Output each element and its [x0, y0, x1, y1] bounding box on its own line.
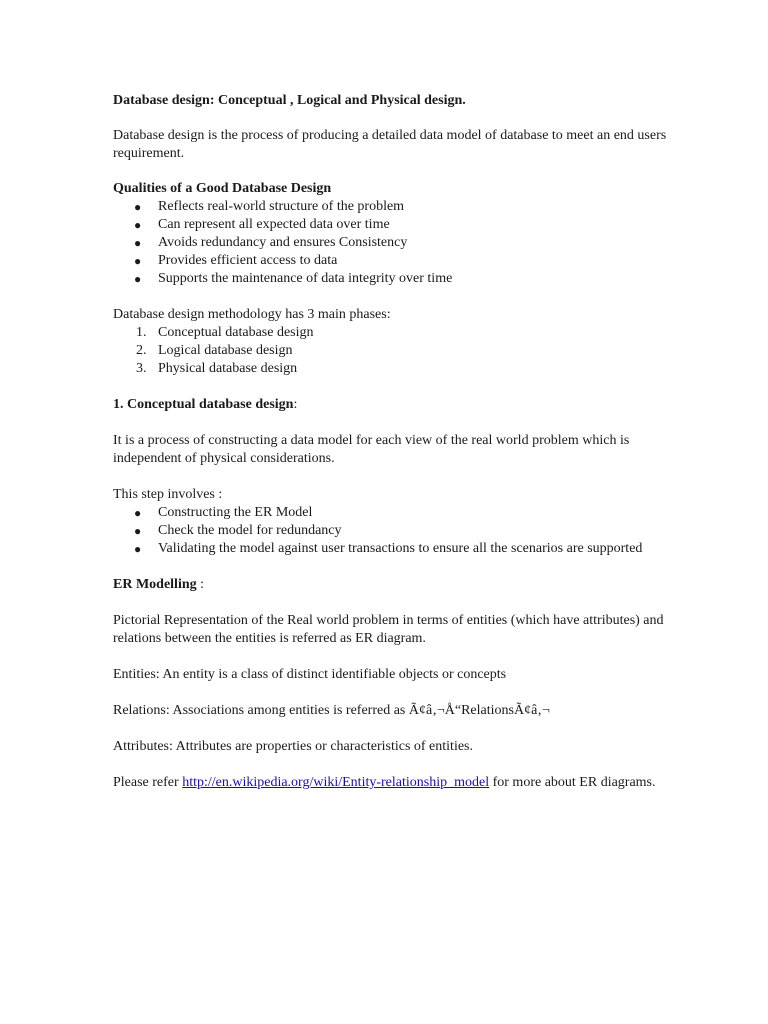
bullet-icon: ● [134, 200, 142, 214]
steps-list [113, 504, 673, 558]
list-item: 2. Logical database design [136, 343, 293, 358]
bullet-icon: ● [134, 272, 142, 286]
list-item: ● Validating the model against user transactions to ensure all the scenarios are supported [134, 541, 643, 556]
bullet-icon: ● [134, 506, 142, 520]
qualities-list [113, 198, 673, 288]
section1-heading: 1. Conceptual database design: [113, 397, 298, 412]
relations-paragraph: Relations: Associations among entities is referred as Ã¢â‚¬Å“RelationsÃ¢â‚¬ [113, 703, 550, 718]
list-item: ● Check the model for redundancy [134, 523, 342, 538]
document-page [113, 92, 673, 792]
list-item: ● Constructing the ER Model [134, 505, 313, 520]
attributes-paragraph: Attributes: Attributes are properties or characteristics of entities. [113, 739, 473, 754]
qualities-heading: Qualities of a Good Database Design [113, 181, 332, 196]
step-involves-paragraph: This step involves : [113, 487, 223, 502]
page-title: Database design: Conceptual , Logical and Physical design. [113, 93, 466, 108]
phases-list [113, 324, 673, 378]
list-item: ● Avoids redundancy and ensures Consistency [134, 235, 408, 250]
list-item: ● Reflects real-world structure of the problem [134, 199, 405, 214]
list-item: ● Provides efficient access to data [134, 253, 338, 268]
er-heading: ER Modelling : [113, 577, 205, 592]
intro-paragraph: Database design is the process of producing a detailed data model of database to meet an end users requirement. [113, 128, 667, 161]
section1-paragraph: It is a process of constructing a data model for each view of the real world problem which is independent of physical considerations. [113, 433, 630, 466]
list-item: 3. Physical database design [136, 361, 298, 376]
er-paragraph: Pictorial Representation of the Real world problem in terms of entities (which have attributes) and relations between the entities is referred as ER diagram. [113, 613, 664, 646]
bullet-icon: ● [134, 524, 142, 538]
entities-paragraph: Entities: An entity is a class of distinct identifiable objects or concepts [113, 667, 507, 682]
list-item: 1. Conceptual database design [136, 325, 314, 340]
list-item: ● Supports the maintenance of data integrity over time [134, 271, 453, 286]
wikipedia-link[interactable]: http://en.wikipedia.org/wiki/Entity-relationship_model [182, 775, 490, 790]
list-item: ● Can represent all expected data over time [134, 217, 390, 232]
refer-paragraph: Please refer http://en.wikipedia.org/wiki/Entity-relationship_model for more about ER diagrams. [113, 775, 656, 790]
bullet-icon: ● [134, 236, 142, 250]
bullet-icon: ● [134, 254, 142, 268]
bullet-icon: ● [134, 218, 142, 232]
methodology-paragraph: Database design methodology has 3 main phases: [113, 307, 391, 322]
bullet-icon: ● [134, 542, 142, 556]
